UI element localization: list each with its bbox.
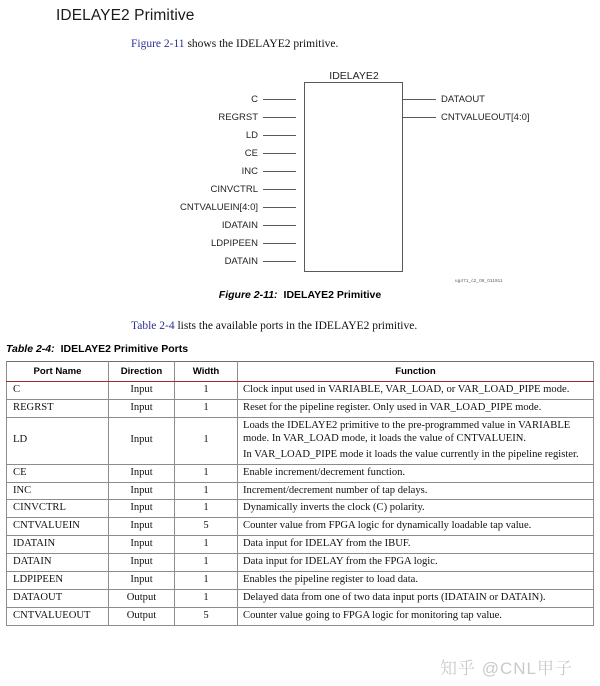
cell-direction: Input [109,464,175,482]
cell-width: 1 [175,482,238,500]
table-row [7,464,594,482]
function-line: Enable increment/decrement function. [243,466,406,478]
pin-wire [263,261,296,262]
table-caption [6,343,188,355]
pin-wire [263,99,296,100]
cell-direction: Input [109,536,175,554]
function-line: Loads the IDELAYE2 primitive to the pre-programmed value in VARIABLE mode. In VAR_LOAD mode, it loads the value of CNTVALUEIN. [243,419,571,444]
input-pin-label: INC [241,165,258,177]
cell-width: 1 [175,464,238,482]
table-header-row [7,362,594,382]
cell-width: 1 [175,399,238,417]
cell-port-name: REGRST [7,399,109,417]
cell-width: 1 [175,572,238,590]
cell-function [238,417,594,464]
column-header-direction: Direction [109,362,175,382]
cell-function [238,382,594,400]
column-header-function: Function [238,362,594,382]
column-header-port-name: Port Name [7,362,109,382]
output-pin-dataout [403,92,485,106]
table-row [7,536,594,554]
pin-wire [263,207,296,208]
ports-table [6,361,594,626]
function-line: Counter value from FPGA logic for dynamically loadable tap value. [243,520,532,532]
cell-direction: Input [109,572,175,590]
cell-function [238,554,594,572]
cell-port-name: DATAOUT [7,590,109,608]
cell-port-name: C [7,382,109,400]
cell-width: 1 [175,417,238,464]
output-pin-label: CNTVALUEOUT[4:0] [441,111,530,123]
cell-function [238,500,594,518]
input-pin-label: REGRST [218,111,258,123]
input-pin-cinvctrl [210,182,296,196]
pin-wire [263,225,296,226]
cell-port-name: CINVCTRL [7,500,109,518]
pin-wire [263,153,296,154]
input-pin-label: CNTVALUEIN[4:0] [180,201,258,213]
cell-width: 5 [175,607,238,625]
table-row [7,399,594,417]
cell-width: 1 [175,382,238,400]
input-pin-ld [246,128,296,142]
input-pin-idatain [222,218,296,232]
table-row [7,607,594,625]
cell-direction: Output [109,590,175,608]
input-pin-label: DATAIN [224,255,258,267]
pin-wire [403,99,436,100]
function-line: Data input for IDELAY from the IBUF. [243,538,411,550]
figure-caption-number: Figure 2-11: [218,289,278,301]
cell-direction: Input [109,482,175,500]
cell-direction: Output [109,607,175,625]
watermark: 知乎 @CNL甲子 [440,659,573,678]
cell-port-name: LD [7,417,109,464]
pin-wire [263,243,296,244]
figure-artwork-code: ug471_c2_09_011911 [455,278,503,283]
input-pin-ldpipeen [211,236,296,250]
table-row [7,500,594,518]
table-row [7,572,594,590]
figure-caption-text: IDELAYE2 Primitive [283,289,382,301]
table-row [7,554,594,572]
table-row [7,382,594,400]
input-pin-ce [245,146,296,160]
cell-function [238,464,594,482]
pin-wire [263,117,296,118]
output-pin-cntvalueout [403,110,530,124]
table-reference-paragraph [131,320,417,332]
table-caption-text: IDELAYE2 Primitive Ports [60,343,189,355]
table-row [7,518,594,536]
function-line: Delayed data from one of two data input ports (IDATAIN or DATAIN). [243,592,546,604]
function-line: Data input for IDELAY from the FPGA logic. [243,556,438,568]
cell-port-name: IDATAIN [7,536,109,554]
cell-function [238,536,594,554]
input-pin-label: C [251,93,258,105]
page-title: IDELAYE2 Primitive [56,7,195,24]
intro-paragraph-text: shows the IDELAYE2 primitive. [184,38,339,50]
cell-port-name: DATAIN [7,554,109,572]
function-line: Counter value going to FPGA logic for monitoring tap value. [243,609,502,621]
pin-wire [263,135,296,136]
pin-wire [263,189,296,190]
pin-wire [263,171,296,172]
input-pin-label: LD [245,129,258,141]
cell-width: 5 [175,518,238,536]
table-reference-paragraph-text: lists the available ports in the IDELAYE2 primitive. [174,320,418,332]
function-line: Dynamically inverts the clock (C) polarity. [243,502,425,514]
input-pin-label: LDPIPEEN [211,237,258,249]
intro-paragraph [131,38,338,50]
cell-direction: Input [109,382,175,400]
cell-function [238,518,594,536]
cell-port-name: CE [7,464,109,482]
cell-port-name: CNTVALUEOUT [7,607,109,625]
table-body [7,382,594,626]
function-line: Reset for the pipeline register. Only used in VAR_LOAD_PIPE mode. [243,401,542,413]
cell-width: 1 [175,536,238,554]
cell-port-name: LDPIPEEN [7,572,109,590]
figure-cross-reference-link[interactable]: Figure 2-11 [131,38,185,50]
cell-direction: Input [109,417,175,464]
input-pin-regrst [218,110,296,124]
table-row [7,482,594,500]
cell-function [238,482,594,500]
function-line: Clock input used in VARIABLE, VAR_LOAD, or VAR_LOAD_PIPE mode. [243,384,570,395]
table-row [7,417,594,464]
function-line: In VAR_LOAD_PIPE mode it loads the value currently in the pipeline register. [243,448,579,460]
input-pin-label: CINVCTRL [210,183,258,195]
block-symbol-body [304,82,403,272]
column-header-width: Width [175,362,238,382]
cell-direction: Input [109,500,175,518]
figure-caption [0,289,600,301]
pin-wire [403,117,436,118]
cell-port-name: INC [7,482,109,500]
figure-idelaye2-primitive [0,60,600,300]
cell-port-name: CNTVALUEIN [7,518,109,536]
cell-function [238,590,594,608]
cell-width: 1 [175,554,238,572]
cell-function [238,572,594,590]
input-pin-cntvaluein [180,200,296,214]
input-pin-c [251,92,296,106]
function-line: Increment/decrement number of tap delays. [243,484,428,496]
output-pin-label: DATAOUT [441,93,485,105]
cell-width: 1 [175,500,238,518]
cell-direction: Input [109,518,175,536]
function-line: Enables the pipeline register to load data. [243,574,419,586]
input-pin-inc [242,164,296,178]
table-header [7,362,594,382]
input-pin-datain [225,254,296,268]
input-pin-label: CE [244,147,258,159]
cell-width: 1 [175,590,238,608]
cell-direction: Input [109,399,175,417]
cell-function [238,399,594,417]
table-cross-reference-link[interactable]: Table 2-4 [131,320,175,332]
table-row [7,590,594,608]
input-pin-label: IDATAIN [221,219,258,231]
cell-function [238,607,594,625]
table-caption-number: Table 2-4: [6,343,55,355]
block-symbol-title: IDELAYE2 [329,70,379,82]
cell-direction: Input [109,554,175,572]
